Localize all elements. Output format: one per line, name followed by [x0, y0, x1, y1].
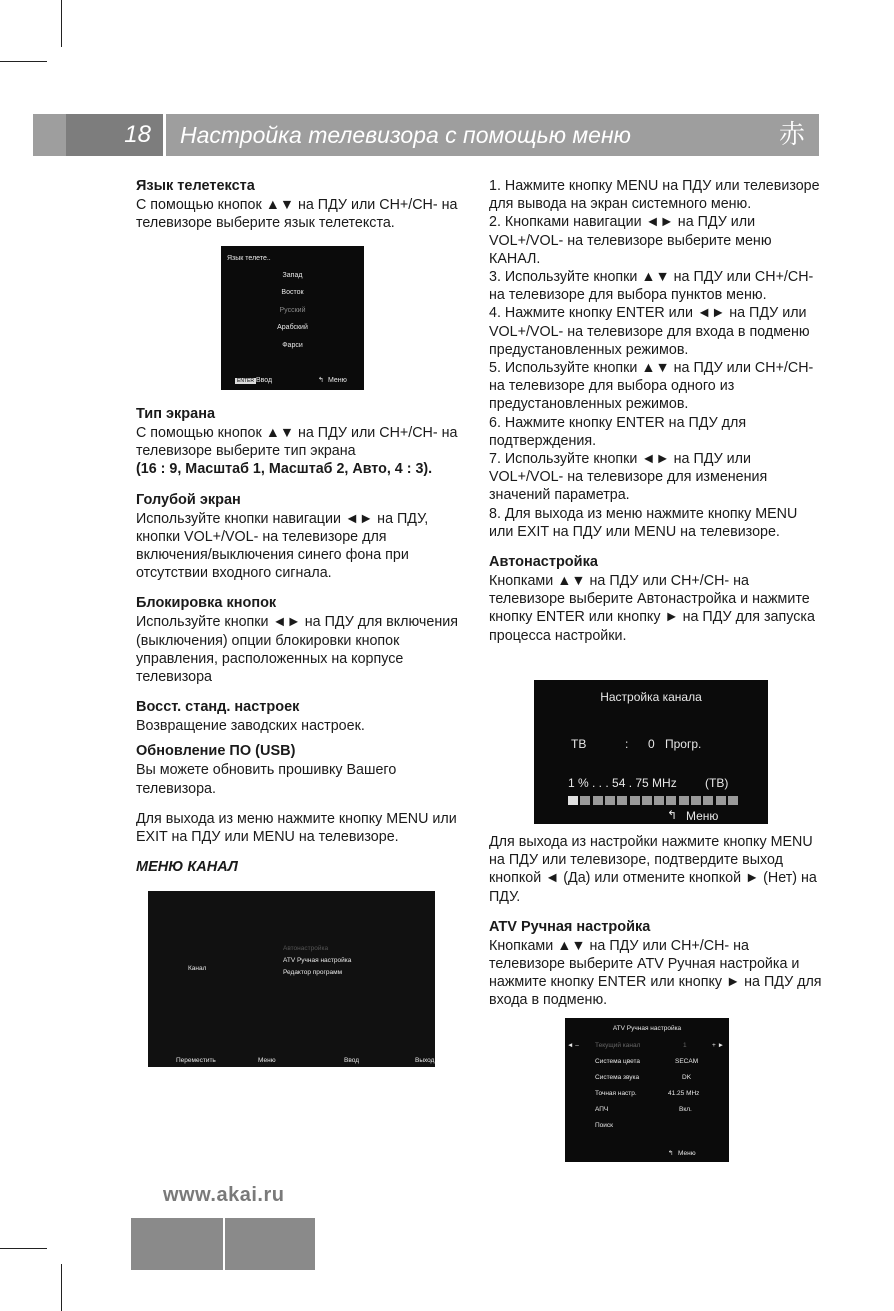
- atv-row-label: Текущий канал: [595, 1042, 641, 1049]
- section-heading-screen-type: Тип экрана: [136, 406, 216, 422]
- enter-label: Ввод: [256, 377, 273, 384]
- header-divider: [163, 114, 166, 156]
- section-heading-blue-screen: Голубой экран: [136, 491, 241, 508]
- crop-mark: [0, 61, 47, 62]
- section-heading-restore: Восст. станд. настроек: [136, 699, 300, 716]
- tv-label: ТВ: [571, 737, 587, 751]
- progress-segment: [679, 796, 689, 805]
- brand-logo-icon: 赤: [778, 120, 805, 150]
- step-item: 6. Нажмите кнопку ENTER на ПДУ для подтверждения.: [489, 414, 747, 449]
- progress-segment: [593, 796, 603, 805]
- section-heading-autotune: Автонастройка: [489, 554, 598, 571]
- page-number: 18: [66, 114, 163, 156]
- channel-menu-item: Редактор программ: [283, 969, 343, 976]
- section-heading-teletext: Язык телетекста: [136, 178, 255, 194]
- footer-enter: Ввод: [344, 1057, 359, 1064]
- channel-label: Канал: [188, 965, 207, 972]
- atv-row-value: 1: [683, 1042, 687, 1049]
- left-column-lower: [136, 405, 458, 877]
- teletext-screen-title: Язык телете..: [227, 255, 271, 262]
- progress-segment: [716, 796, 726, 805]
- tuning-title: Настройка канала: [600, 690, 702, 704]
- atv-row-label: Точная настр.: [595, 1090, 637, 1097]
- section-heading-update: Обновление ПО (USB): [136, 743, 296, 760]
- exit-instructions: Для выхода из меню нажмите кнопку MENU или EXIT на ПДУ или MENU на телевизоре.: [136, 810, 457, 846]
- section-heading-atv-manual: ATV Ручная настройка: [489, 918, 651, 935]
- teletext-option: Восток: [281, 289, 304, 296]
- right-arrows-icon: + ►: [712, 1042, 725, 1049]
- section-text-key-lock: Используйте кнопки ◄► на ПДУ для включения (выключения) опции блокировки кнопок управления, расположенных на корпусе телевизора: [136, 614, 458, 686]
- enter-key-icon: ENTER: [237, 378, 254, 384]
- frequency-readout: 1 % . . . 54 . 75 MHz: [568, 776, 677, 790]
- return-icon: ↰: [318, 377, 324, 384]
- crop-mark: [61, 1264, 62, 1311]
- right-column-lower: [489, 833, 824, 1010]
- program-label: Прогр.: [665, 737, 702, 751]
- menu-label: Меню: [678, 1150, 696, 1157]
- menu-label: Меню: [686, 809, 719, 823]
- teletext-option: Арабский: [277, 324, 308, 331]
- atv-row-label: АПЧ: [595, 1106, 609, 1113]
- atv-row-value: SECAM: [675, 1058, 699, 1065]
- teletext-screen: [221, 246, 364, 390]
- progress-segment: [630, 796, 640, 805]
- step-item: 7. Используйте кнопки ◄► на ПДУ или VOL+/VOL- на телевизоре для изменения значений параметра.: [489, 451, 768, 504]
- progress-segment: [654, 796, 664, 805]
- return-icon: ↰: [668, 1150, 674, 1157]
- channel-menu-item: ATV Ручная настройка: [283, 957, 352, 964]
- channel-menu-item: Автонастройка: [283, 945, 329, 952]
- atv-manual-screen: [565, 1018, 729, 1162]
- channel-menu-heading: МЕНЮ КАНАЛ: [136, 859, 238, 876]
- section-text-screen-type: С помощью кнопок ▲▼ на ПДУ или CH+/CH- на телевизоре выберите тип экрана: [136, 425, 458, 460]
- step-item: 8. Для выхода из меню нажмите кнопку MENU или EXIT на ПДУ или MENU на телевизоре.: [489, 505, 798, 540]
- step-item: 4. Нажмите кнопку ENTER или ◄► на ПДУ или VOL+/VOL- на телевизоре для входа в подменю предустановленных режимов.: [489, 305, 810, 358]
- crop-mark: [0, 1248, 47, 1249]
- section-text-blue-screen: Используйте кнопки навигации ◄► на ПДУ, кнопки VOL+/VOL- на телевизоре для включения/выключения синего фона при отсутствии входного сигнала.: [136, 510, 429, 582]
- footer-block: [131, 1218, 223, 1270]
- right-column: [489, 177, 824, 645]
- teletext-option: Русский: [279, 307, 306, 314]
- tuning-exit-instructions: Для выхода из настройки нажмите кнопку MENU на ПДУ или телевизоре, подтвердите выход кнопкой ◄ (Да) или отмените кнопкой ► (Нет) на ПДУ.: [489, 834, 817, 905]
- menu-label: Меню: [328, 377, 347, 384]
- page-title: Настройка телевизора с помощью меню: [180, 122, 631, 148]
- atv-screen-title: ATV Ручная настройка: [612, 1025, 682, 1032]
- tuning-progress-bar: [568, 796, 740, 805]
- progress-segment: [605, 796, 615, 805]
- teletext-option: Запад: [282, 272, 303, 279]
- progress-segment: [691, 796, 701, 805]
- atv-row-value: DK: [682, 1074, 692, 1081]
- step-item: 2. Кнопками навигации ◄► на ПДУ или VOL+/VOL- на телевизоре выберите меню КАНАЛ.: [489, 214, 772, 267]
- progress-segment: [666, 796, 676, 805]
- atv-row-value: Вкл.: [679, 1106, 692, 1113]
- progress-segment: [568, 796, 578, 805]
- crop-mark: [61, 0, 62, 47]
- atv-row-label: Поиск: [595, 1122, 614, 1129]
- footer-menu: Меню: [258, 1057, 276, 1064]
- section-text-atv-manual: Кнопками ▲▼ на ПДУ или CH+/CH- на телевизоре выберите ATV Ручная настройка и нажмите кнопку ENTER или кнопку ► на ПДУ для входа в подменю.: [489, 937, 822, 1009]
- section-text-restore: Возвращение заводских настроек.: [136, 718, 365, 735]
- progress-segment: [642, 796, 652, 805]
- page-header: [33, 114, 819, 156]
- progress-segment: [580, 796, 590, 805]
- program-count: 0: [648, 737, 655, 751]
- footer-block: [225, 1218, 315, 1270]
- step-item: 3. Используйте кнопки ▲▼ на ПДУ или CH+/CH- на телевизоре для выбора пунктов меню.: [489, 269, 814, 304]
- footer-exit: Выход: [415, 1057, 435, 1064]
- progress-segment: [617, 796, 627, 805]
- atv-row-label: Система звука: [595, 1074, 640, 1081]
- teletext-option: Фарси: [282, 342, 303, 349]
- band-label: (ТВ): [705, 776, 729, 790]
- section-heading-key-lock: Блокировка кнопок: [136, 595, 277, 612]
- progress-segment: [703, 796, 713, 805]
- screen-type-options: (16 : 9, Масштаб 1, Масштаб 2, Авто, 4 : 3).: [136, 461, 433, 478]
- section-text-update: Вы можете обновить прошивку Вашего телевизора.: [136, 762, 397, 797]
- section-text-autotune: Кнопками ▲▼ на ПДУ или CH+/CH- на телевизоре выберите Автонастройка и нажмите кнопку ENTER или кнопку ► на ПДУ для запуска процесса настройки.: [489, 573, 815, 644]
- footer-move: Переместить: [176, 1057, 216, 1064]
- footer-url: www.akai.ru: [163, 1184, 285, 1206]
- step-item: 1. Нажмите кнопку MENU на ПДУ или телевизоре для вывода на экран системного меню.: [489, 178, 820, 213]
- progress-segment: [728, 796, 738, 805]
- tv-colon: :: [625, 737, 629, 751]
- atv-row-label: Система цвета: [595, 1058, 641, 1065]
- channel-menu-screen: [148, 891, 435, 1067]
- step-item: 5. Используйте кнопки ▲▼ на ПДУ или CH+/CH- на телевизоре для выбора одного из предустановленных режимов.: [489, 360, 814, 413]
- left-column: [136, 177, 458, 232]
- return-icon: ↰: [667, 808, 678, 822]
- atv-row-value: 41.25 MHz: [668, 1090, 700, 1097]
- tuning-screen: [534, 680, 768, 824]
- left-arrows-icon: ◄ –: [567, 1042, 579, 1049]
- section-text-teletext: С помощью кнопок ▲▼ на ПДУ или CH+/CH- на телевизоре выберите язык телетекста.: [136, 197, 458, 232]
